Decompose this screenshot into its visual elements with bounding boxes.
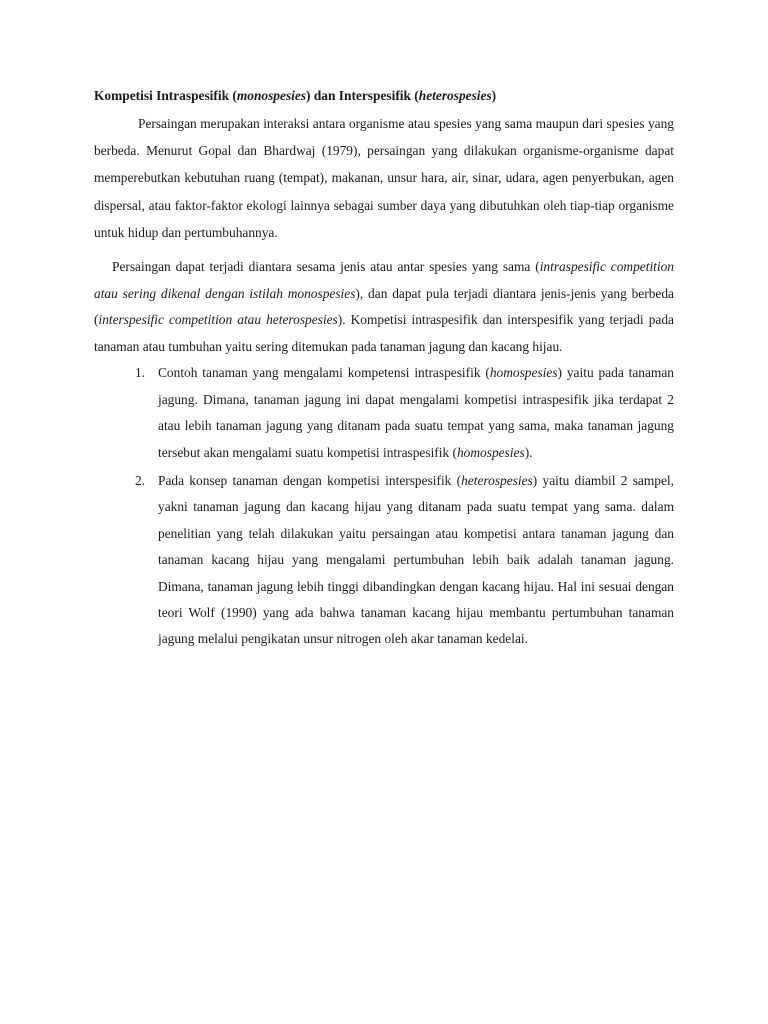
list-item-text-3: ). (524, 444, 533, 460)
paragraph2-text-1: Persaingan dapat terjadi diantara sesama jenis atau antar spesies yang sama ( (112, 259, 540, 275)
list-item-number: 2. (135, 473, 146, 489)
heading-text-1: Kompetisi Intraspesifik ( (94, 88, 237, 103)
paragraph2-text-2: ), dan dapat pula terjadi diantara jenis-jenis yang berbeda ( (94, 285, 674, 328)
numbered-list (94, 360, 674, 652)
list-item-text-2: ) yaitu pada tanaman jagung. Dimana, tanaman jagung ini dapat mengalami kompetisi intraspesifik jika terdapat 2 atau lebih tanaman jagung yang ditanam pada suatu tempat yang sama, maka tanaman jagung tersebut akan mengalami suatu kompetisi intraspesifik ( (158, 365, 674, 460)
heading-italic-monospesies: monospesies (236, 88, 307, 103)
heading-text-3: ) (491, 88, 497, 103)
heading-italic-heterospesies: heterospesies (418, 88, 492, 103)
list-item-text-1: Contoh tanaman yang mengalami kompetensi intraspesifik ( (158, 365, 490, 381)
list-item-text-1: Pada konsep tanaman dengan kompetisi interspesifik ( (158, 473, 462, 489)
list-item-number: 1. (135, 365, 146, 381)
section-heading (94, 82, 674, 110)
paragraph2-italic-1: intraspesific competition atau sering dikenal dengan istilah monospesies (94, 259, 674, 301)
paragraph-persaingan-definisi: Persaingan merupakan interaksi antara organisme atau spesies yang sama maupun dari spesies yang berbeda. Menurut Gopal dan Bhardwaj (1979), persaingan yang dilakukan organisme-organisme dapat memperebutkan kebutuhan ruang (tempat), makanan, unsur hara, air, sinar, udara, agen penyerbukan, agen dispersal, atau faktor-faktor ekologi lainnya sebagai sumber daya yang dibutuhkan oleh tiap-tiap organisme untuk hidup dan pertumbuhannya. (94, 116, 674, 240)
document-page (94, 82, 674, 653)
paragraph-persaingan-jenis (94, 254, 674, 360)
list-item-italic-1: homospesies (489, 365, 558, 381)
list-item (94, 468, 674, 653)
list-item-text-2: ) yaitu diambil 2 sampel, yakni tanaman jagung dan kacang hijau yang ditanam pada suatu tempat yang sama. dalam penelitian yang telah dilakukan yaitu persaingan atau kompetisi antara tanaman jagung dan tanaman kacang hijau yang mengalami pertumbuhan lebih baik adalah tanaman jagung. Dimana, tanaman jagung lebih tinggi dibandingkan dengan kacang hijau. Hal ini sesuai dengan teori Wolf (1990) yang ada bahwa tanaman kacang hijau membantu pertumbuhan tanaman jagung melalui pengikatan unsur nitrogen oleh akar tanaman kedelai. (158, 473, 674, 647)
heading-text-2: ) dan Interspesifik ( (306, 88, 419, 103)
paragraph2-italic-2: interspesific competition atau heterospesies (98, 312, 338, 328)
paragraph2-text-3: ). Kompetisi intraspesifik dan interspesifik yang terjadi pada tanaman atau tumbuhan yaitu sering ditemukan pada tanaman jagung dan kacang hijau. (94, 312, 674, 354)
list-item-italic-2: homospesies (456, 444, 525, 460)
list-item-italic-1: heterospesies (461, 473, 533, 489)
list-item (94, 360, 674, 466)
